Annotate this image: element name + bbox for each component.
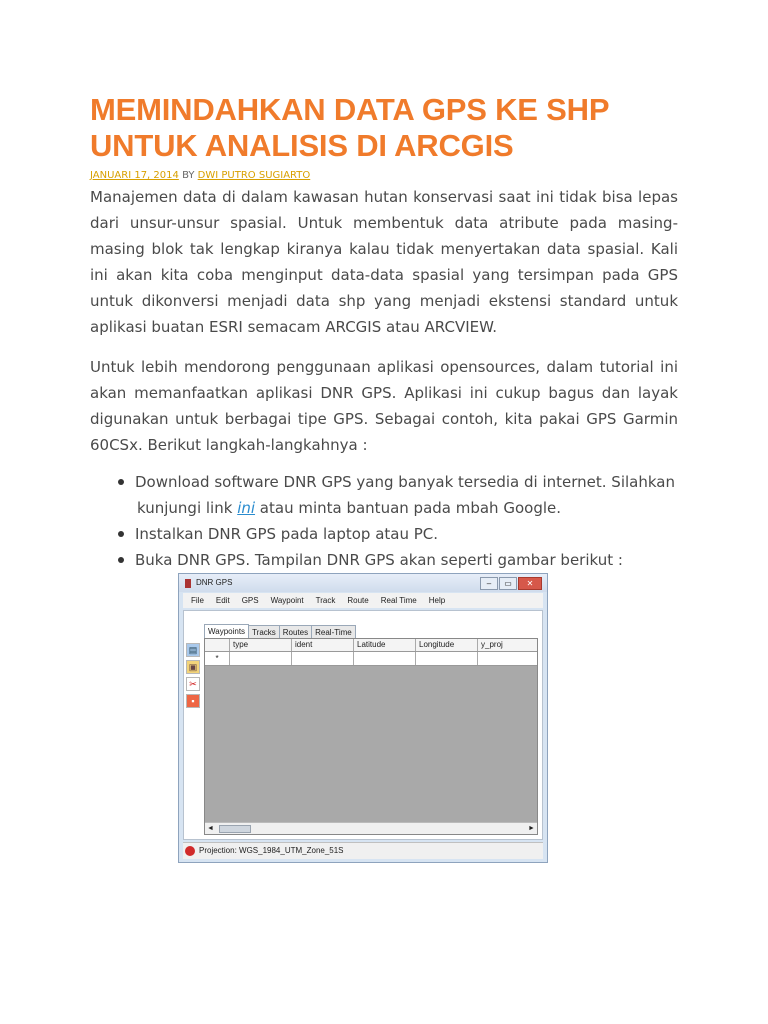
col-longitude: Longitude: [415, 639, 477, 651]
scroll-thumb: [219, 825, 251, 833]
list-item: [135, 521, 678, 547]
header-corner: [205, 639, 230, 651]
menu-route: Route: [347, 596, 369, 605]
col-y-proj: y_proj: [477, 639, 539, 651]
step-1-line-1: Download software DNR GPS yang banyak tersedia di internet. Silahkan: [135, 473, 675, 491]
close-icon: ✕: [518, 577, 542, 590]
by-label: BY: [182, 170, 195, 181]
app-icon: [185, 579, 191, 588]
table-row: [205, 652, 537, 666]
tab-routes: Routes: [279, 625, 312, 639]
menu-edit: Edit: [215, 596, 230, 605]
step-1-line-2: [135, 495, 678, 521]
menu-help: Help: [428, 596, 446, 605]
table-cell: [415, 652, 477, 665]
bullet-icon: [118, 531, 124, 537]
window-controls: [479, 577, 542, 589]
col-ident: ident: [291, 639, 353, 651]
cut-icon: ✂: [186, 677, 200, 691]
step-1-pre: kunjungi link: [137, 499, 238, 517]
col-latitude: Latitude: [353, 639, 415, 651]
waypoint-grid: [204, 638, 538, 835]
globe-icon: [185, 846, 195, 856]
window-title: DNR GPS: [196, 578, 233, 587]
ini-link[interactable]: ini: [237, 499, 256, 517]
menubar: [183, 593, 543, 608]
tab-waypoints: Waypoints: [204, 624, 249, 638]
grid-header: [205, 639, 537, 652]
author-link[interactable]: DWI PUTRO SUGIARTO: [197, 170, 311, 181]
bullet-icon: [118, 557, 124, 563]
table-cell: [229, 652, 291, 665]
post-meta: [90, 169, 678, 182]
menu-track: Track: [315, 596, 336, 605]
open-icon: ▣: [186, 660, 200, 674]
paragraph-intro: Manajemen data di dalam kawasan hutan konservasi saat ini tidak bisa lepas dari unsur-unsur spasial. Untuk membentuk data atribute pada masing-masing blok tak lengkap kiranya kalau tidak menyertakan data spasial. Kali ini akan kita coba menginput data-data spasial yang tersimpan pada GPS untuk dikonversi menjadi data shp yang menjadi ekstensi standard untuk aplikasi buatan ESRI semacam ARCGIS atau ARCVIEW.: [90, 188, 678, 336]
table-cell: [291, 652, 353, 665]
status-bar: [183, 842, 543, 859]
window-client-area: [183, 610, 543, 840]
tab-tracks: Tracks: [248, 625, 280, 639]
list-item: [135, 469, 678, 521]
side-toolbar: [186, 643, 200, 711]
menu-file: File: [191, 596, 204, 605]
projection-status: Projection: WGS_1984_UTM_Zone_51S: [199, 846, 344, 855]
paragraph-tutorial: Untuk lebih mendorong penggunaan aplikasi opensources, dalam tutorial ini akan memanfaatkan aplikasi DNR GPS. Aplikasi ini cukup bagus dan layak digunakan untuk berbagai tipe GPS. Sebagai contoh, kita pakai GPS Garmin 60CSx. Berikut langkah-langkahnya :: [90, 358, 678, 454]
tab-strip: [204, 625, 355, 639]
maximize-icon: ▭: [499, 577, 517, 590]
bullet-icon: [118, 479, 124, 485]
new-icon: ▤: [186, 643, 200, 657]
table-cell: [353, 652, 415, 665]
article-title: MEMINDAHKAN DATA GPS KE SHP UNTUK ANALISIS DI ARCGIS: [90, 92, 609, 163]
menu-real-time: Real Time: [380, 596, 417, 605]
list-item: [135, 547, 678, 573]
steps-list: [90, 469, 678, 573]
horizontal-scrollbar: [205, 822, 537, 834]
menu-waypoint: Waypoint: [270, 596, 304, 605]
tab-real-time: Real-Time: [311, 625, 356, 639]
delete-icon: ▪: [186, 694, 200, 708]
article: [90, 92, 678, 573]
dnr-gps-screenshot: [178, 573, 548, 863]
table-cell: [477, 652, 539, 665]
window-titlebar: [179, 574, 547, 592]
scroll-left-icon: ◄: [207, 825, 214, 832]
step-2: Instalkan DNR GPS pada laptop atau PC.: [135, 525, 439, 543]
scroll-right-icon: ►: [528, 825, 535, 832]
minimize-icon: –: [480, 577, 498, 590]
menu-gps: GPS: [241, 596, 259, 605]
col-type: type: [229, 639, 291, 651]
new-row-marker: *: [205, 652, 230, 665]
step-1-post: atau minta bantuan pada mbah Google.: [255, 499, 562, 517]
step-3: Buka DNR GPS. Tampilan DNR GPS akan seperti gambar berikut :: [135, 551, 623, 569]
post-date-link[interactable]: JANUARI 17, 2014: [90, 170, 179, 181]
